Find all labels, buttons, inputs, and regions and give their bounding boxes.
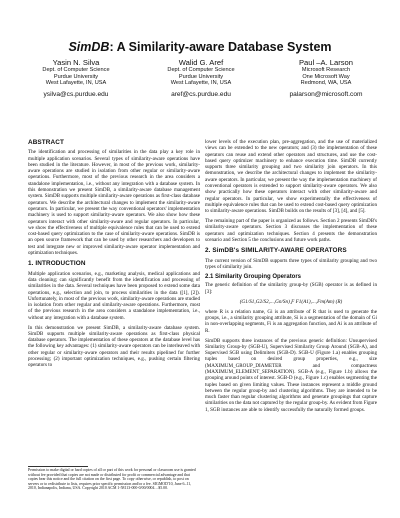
author-org: One Microsoft Way	[302, 73, 350, 80]
intro-continued-paragraph: lower levels of the execution plan, pre-aggregation, and the use of materialized views can be extended to the new operators; and (3) the implementation of these operators can reuse and extend other operators and structures, and use the cost-based query optimizer machinery to enhance execution time. SimDB currently supports three similarity grouping and two similarity join operators. In this demonstration, we describe the architectural changes to implement the similarity-aware operators. In particular, we present the way the implementation machinery of conventional operators is extended to support similarity-aware operators. We also show practically how these operators interact with other similarity-aware and regular operators. In particular, we show experimentally the effectiveness of multiple equivalence rules that can be used to extend cost-based query optimization to similarity-aware operations. SimDB builds on the results of [3], [4], and [5].	[205, 139, 377, 215]
introduction-paragraph-2: In this demonstration we present SimDB, a similarity-aware database system. SimDB supports multiple similarity-aware operations as first-class physical database operators. The implementation of these operators at the database level has the following key advantages: (1) similarity-aware operators can be interleaved with other regular or similarity-aware operators and their results pipelined for further processing; (2) important optimization techniques, e.g., pushing certain filtering operators to	[28, 324, 200, 369]
author-name: Paul –A. Larson	[298, 58, 354, 67]
author-3	[266, 58, 386, 99]
footnote-rule	[28, 466, 88, 467]
right-column	[205, 139, 377, 417]
abstract-heading: ABSTRACT	[28, 139, 64, 146]
author-block	[16, 58, 386, 99]
introduction-paragraph-1: Multiple application scenarios, e.g., marketing analysis, medical applications and data cleaning; can significantly benefit from the identification and processing of similarities in the data. Several techniques have been proposed to extend some data operations, e.g., selection and join, to process similarities in the data ([1], [2]). Unfortunately, in most of the previous work, similarity-aware operations are studied in isolation from other regular and similarity-aware operations. Furthermore, most of the previous research in the area considers a standalone implementation, i.e., without any integration with a database system.	[28, 270, 200, 321]
author-dept: Dept. of Computer Science	[167, 67, 235, 73]
sgb-instances-paragraph: SimDB supports three instances of the previous generic definition: Unsupervised Similarity Group-by (SGB-U), Supervised Similarity Group Around (SGB-A), and Supervised SGB using Delimiters (SGB-D). SGB-U (Figure 1.a) enables grouping tuples based on desired group properties, e.g., size (MAXIMUM_GROUP_DIAMETER and compactness (MAXIMUM_ELEMENT_SEPARATION). SGB-A (e.g., Figure 1.b) allows the grouping around points of interest. SGB-D (e.g., Figure 1.c) enables segmenting the tuples based on given limiting values. These instances represent a middle ground between the regular group-by and clustering algorithms. They are intended to be much faster than regular clustering algorithms and generate groupings that capture similarities on the data not captured by the regular group-by. As evident from Figure 1, SGB instances are able to identify successfully the naturally formed groups.	[205, 337, 377, 413]
operators-heading: 2. SimDB's SIMILARITY-AWARE OPERATORS	[205, 247, 347, 255]
author-email: ysilva@cs.purdue.edu	[43, 90, 109, 98]
author-location: West Lafayette, IN, USA	[45, 80, 107, 87]
author-dept: Microsoft Research	[301, 67, 351, 73]
paper-title	[0, 40, 400, 54]
copyright-footnote: Permission to make digital or hard copies of all or part of this work for personal or classroom use is granted without fee provided that copies are not made or distributed for profit or commercial advantage and that copies bear this notice and the full citation on the first page. To copy otherwise, or republish, to post on servers or to redistribute to lists, requires prior specific permission and/or a fee. SIGMOD'10, June 6–11, 2010, Indianapolis, Indiana, USA. Copyright 2010 ACM 1-58113-000-0/00/0004…$5.00.	[28, 468, 196, 491]
similarity-grouping-heading: 2.1 Similarity Grouping Operators	[205, 274, 302, 281]
sgb-where-paragraph: where R is a relation name, Gi is an attribute of R that is used to generate the groups, i.e., a similarity grouping attribute, Si is a segmentation of the domain of Gi in non-overlapping segments, Fi is an aggregation function, and Ai is an attribute of R.	[205, 308, 377, 334]
author-email: aref@cs.purdue.edu	[171, 90, 231, 98]
author-org: Purdue University	[178, 73, 224, 80]
author-location: Redmond, WA, USA	[300, 80, 352, 87]
author-name: Walid G. Aref	[178, 58, 224, 67]
abstract-text: The identification and processing of similarities in the data play a key role in multiple application scenarios. Several types of similarity-aware operations have been studied in the literature. However, in most of the previous work, similarity-aware operations are studied in isolation from other regular or similarity-aware operations. Furthermore, most of the previous research in the area considers a standalone implementation, i.e., without any integration with a database system. In this demonstration we present SimDB, a similarity-aware database management system. SimDB supports multiple similarity-aware operations as first-class database operators. We describe the architectural changes to implement the similarity-aware operators. In particular, we present the way conventional operators' implementation machinery is used to support similarity-aware operators. We also show how these operators interact with other similarity-aware and regular operators. In particular, we show the effectiveness of multiple equivalence rules that can be used to extend cost-based query optimization to the case of similarity-aware operations. SimDB is an open source framework that can be used by other researchers and developers to test and integrate new or improved similarity-aware operator implementation and optimization techniques.	[28, 149, 200, 257]
author-org: Purdue University	[53, 73, 99, 80]
author-2	[141, 58, 261, 99]
author-location: West Lafayette, IN, USA	[170, 80, 232, 87]
author-dept: Dept. of Computer Science	[42, 67, 110, 73]
left-column	[28, 140, 200, 372]
author-email: palarson@microsoft.com	[289, 90, 363, 98]
author-1	[16, 58, 136, 99]
introduction-heading: 1. INTRODUCTION	[28, 260, 86, 268]
author-name: Yasin N. Silva	[52, 58, 100, 67]
organization-paragraph: The remaining part of the paper is organized as follows. Section 2 presents SimDB's similarity-aware operators. Section 3 discusses the implementation of these operators and optimization techniques. Section 4 presents the demonstration scenario and Section 5 the conclusions and future work paths.	[205, 218, 377, 243]
sgb-formula	[205, 299, 377, 305]
title-rest: : A Similarity-aware Database System	[109, 40, 332, 54]
operators-paragraph: The current version of SimDB supports three types of similarity grouping and two types of similarity join.	[205, 257, 377, 270]
title-system-name: SimDB	[68, 40, 110, 54]
sgb-formula-expression: (G1/S1,G2/S2,...,Gn/Sn) Ƒ F1(A1),...,Fm(Am) (R)	[239, 298, 343, 305]
sgb-definition-paragraph: The generic definition of the similarity group-by (SGB) operator is as defined in [3]:	[205, 282, 377, 295]
